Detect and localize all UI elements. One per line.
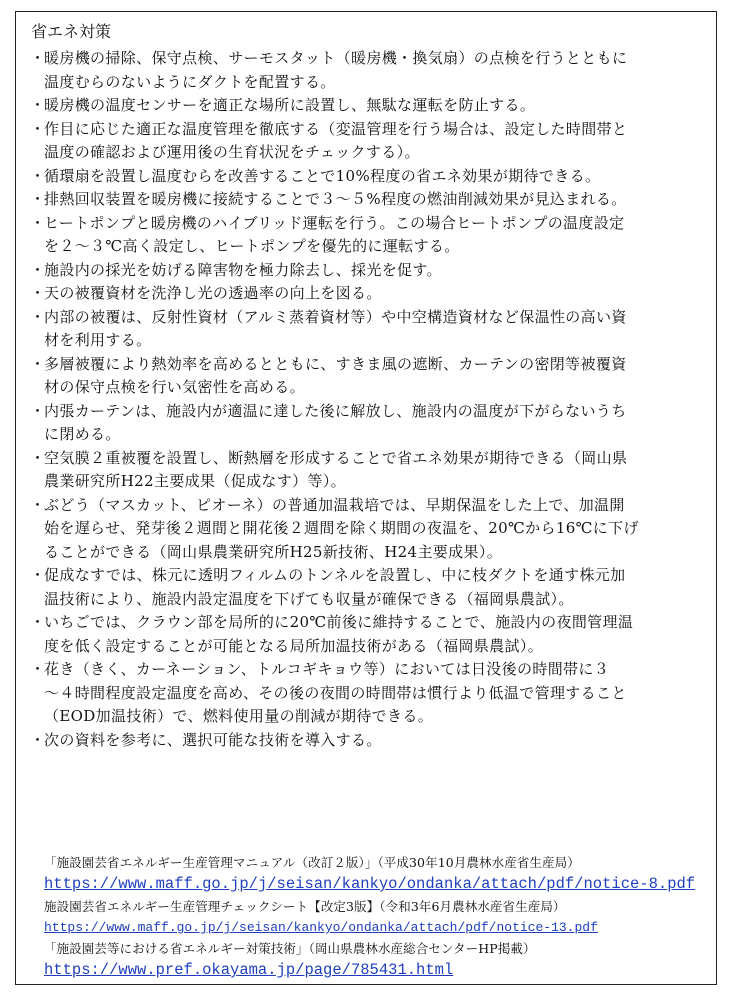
list-item-line: ることができる（岡山県農業研究所H25新技術、H24主要成果）。 <box>44 542 503 561</box>
list-item-line: 次の資料を参考に、選択可能な技術を導入する。 <box>44 730 382 749</box>
bullet-marker: ・ <box>30 260 46 279</box>
list-item-line: 多層被覆により熱効率を高めるとともに、すきま風の遮断、カーテンの密閉等被覆資 <box>44 354 627 373</box>
list-item <box>24 306 714 353</box>
list-item <box>24 165 714 189</box>
bullet-marker: ・ <box>30 448 46 467</box>
list-item-line: 促成なすでは、株元に透明フィルムのトンネルを設置し、中に枝ダクトを通す株元加 <box>44 566 626 584</box>
list-item <box>24 494 714 565</box>
list-item-line: 度を低く設定することが可能となる局所加温技術がある（福岡県農試）。 <box>44 636 544 655</box>
list-item-text <box>44 259 714 283</box>
section-title: 省エネ対策 <box>31 22 112 41</box>
reference-link-manual[interactable]: https://www.maff.go.jp/j/seisan/kankyo/ondanka/attach/pdf/notice-8.pdf <box>44 875 696 893</box>
bullet-marker: ・ <box>30 213 46 232</box>
bullet-marker: ・ <box>30 401 46 420</box>
list-item-line: 温技術により、施設内設定温度を下げても収量が確保できる（福岡県農試）。 <box>44 589 574 608</box>
list-item-text <box>44 188 714 212</box>
list-item-line: 暖房機の掃除、保守点検、サーモスタット（暖房機・換気扇）の点検を行うとともに <box>44 49 628 67</box>
list-item-text <box>44 94 714 118</box>
bullet-marker: ・ <box>30 166 46 185</box>
list-item <box>24 118 714 165</box>
list-item-text <box>44 47 714 94</box>
list-item-line: 温度むらのないようにダクトを配置する。 <box>44 72 336 91</box>
bullet-marker: ・ <box>30 613 46 631</box>
list-item-text <box>44 611 714 658</box>
list-item <box>24 94 714 118</box>
bullet-marker: ・ <box>30 566 46 584</box>
list-item-line: 施設内の採光を妨げる障害物を極力除去し、採光を促す。 <box>44 260 442 279</box>
list-item-text <box>44 400 714 447</box>
bullet-marker: ・ <box>30 49 46 67</box>
list-item-line: 空気膜２重被覆を設置し、断熱層を形成することで省エネ効果が期待できる（岡山県 <box>44 448 628 467</box>
list-item-line: 天の被覆資材を洗浄し光の透過率の向上を図る。 <box>44 284 382 302</box>
list-item-line: 内張カーテンは、施設内が適温に達した後に解放し、施設内の温度が下がらないうち <box>44 401 627 420</box>
list-item-line: 始を遅らせ、発芽後２週間と開花後２週間を除く期間の夜温を、20℃から16℃に下げ <box>44 519 639 537</box>
list-item-line: 材を利用する。 <box>44 331 152 349</box>
bullet-marker: ・ <box>30 730 46 749</box>
bullet-marker: ・ <box>30 284 46 302</box>
list-item-line: ヒートポンプと暖房機のハイブリッド運転を行う。この場合ヒートポンプの温度設定 <box>44 213 625 232</box>
list-item-text <box>44 658 714 729</box>
list-item-line: 暖房機の温度センサーを適正な場所に設置し、無駄な運転を防止する。 <box>44 96 536 114</box>
list-item <box>24 282 714 306</box>
bullet-marker: ・ <box>30 190 46 208</box>
list-item-line: ～４時間程度設定温度を高め、その後の夜間の時間帯は慣行より低温で管理すること <box>44 683 627 702</box>
list-item-line: 内部の被覆は、反射性資材（アルミ蒸着資材等）や中空構造資材など保温性の高い資 <box>44 307 627 326</box>
reference-link-checksheet[interactable]: https://www.maff.go.jp/j/seisan/kankyo/ondanka/attach/pdf/notice-13.pdf <box>44 920 598 935</box>
reference-list <box>44 852 712 982</box>
list-item-text <box>44 165 714 189</box>
list-item-text <box>44 447 714 494</box>
bullet-marker: ・ <box>30 495 46 514</box>
list-item-line: 排熱回収装置を暖房機に接続することで３～５%程度の燃油削減効果が見込まれる。 <box>44 190 627 208</box>
list-item-text <box>44 212 714 259</box>
list-item <box>24 353 714 400</box>
reference-caption-checksheet: 施設園芸省エネルギー生産管理チェックシート【改定3版】（令和3年6月農林水産省生産局） <box>44 899 566 914</box>
list-item <box>24 212 714 259</box>
reference-link-okayama[interactable]: https://www.pref.okayama.jp/page/785431.html <box>44 961 454 979</box>
list-item <box>24 658 714 729</box>
reference-caption-okayama: 「施設園芸等における省エネルギー対策技術」（岡山県農林水産総合センターHP掲載） <box>44 941 536 956</box>
bullet-marker: ・ <box>30 119 46 138</box>
list-item-line: 温度の確認および運用後の生育状況をチェックする）。 <box>44 143 420 161</box>
list-item <box>24 259 714 283</box>
list-item-line: に閉める。 <box>44 425 121 443</box>
list-item <box>24 611 714 658</box>
list-item-line: 材の保守点検を行い気密性を高める。 <box>44 378 305 396</box>
list-item-text <box>44 118 714 165</box>
list-item-text <box>44 282 714 306</box>
list-item <box>24 729 714 753</box>
list-item <box>24 47 714 94</box>
list-item-text <box>44 353 714 400</box>
list-item <box>24 400 714 447</box>
list-item <box>24 447 714 494</box>
list-item <box>24 564 714 611</box>
list-item-line: （EOD加温技術）で、燃料使用量の削減が期待できる。 <box>44 707 434 725</box>
list-item-line: 作目に応じた適正な温度管理を徹底する（変温管理を行う場合は、設定した時間帯と <box>44 119 628 138</box>
list-item <box>24 188 714 212</box>
list-item-text <box>44 564 714 611</box>
list-item-line: 農業研究所H22主要成果（促成なす）等）。 <box>44 472 347 490</box>
list-item-text <box>44 494 714 565</box>
list-item-text <box>44 306 714 353</box>
bullet-marker: ・ <box>30 96 46 114</box>
reference-caption-manual: 「施設園芸省エネルギー生産管理マニュアル（改訂２版）」（平成30年10月農林水産省生産局） <box>44 855 580 870</box>
list-item-line: を２～３℃高く設定し、ヒートポンプを優先的に運転する。 <box>44 237 460 255</box>
list-item-line: いちごでは、クラウン部を局所的に20℃前後に維持することで、施設内の夜間管理温 <box>44 613 634 631</box>
bullet-marker: ・ <box>30 307 46 326</box>
list-item-line: ぶどう（マスカット、ピオーネ）の普通加温栽培では、早期保温をした上で、加温開 <box>44 495 625 514</box>
bullet-marker: ・ <box>30 354 46 373</box>
list-item-text <box>44 729 714 753</box>
list-item-line: 花き（きく、カーネーション、トルコギキョウ等）においては日没後の時間帯に３ <box>44 660 610 678</box>
measures-list <box>24 47 714 752</box>
list-item-line: 循環扇を設置し温度むらを改善することで10%程度の省エネ効果が期待できる。 <box>44 166 601 185</box>
bullet-marker: ・ <box>30 660 46 678</box>
